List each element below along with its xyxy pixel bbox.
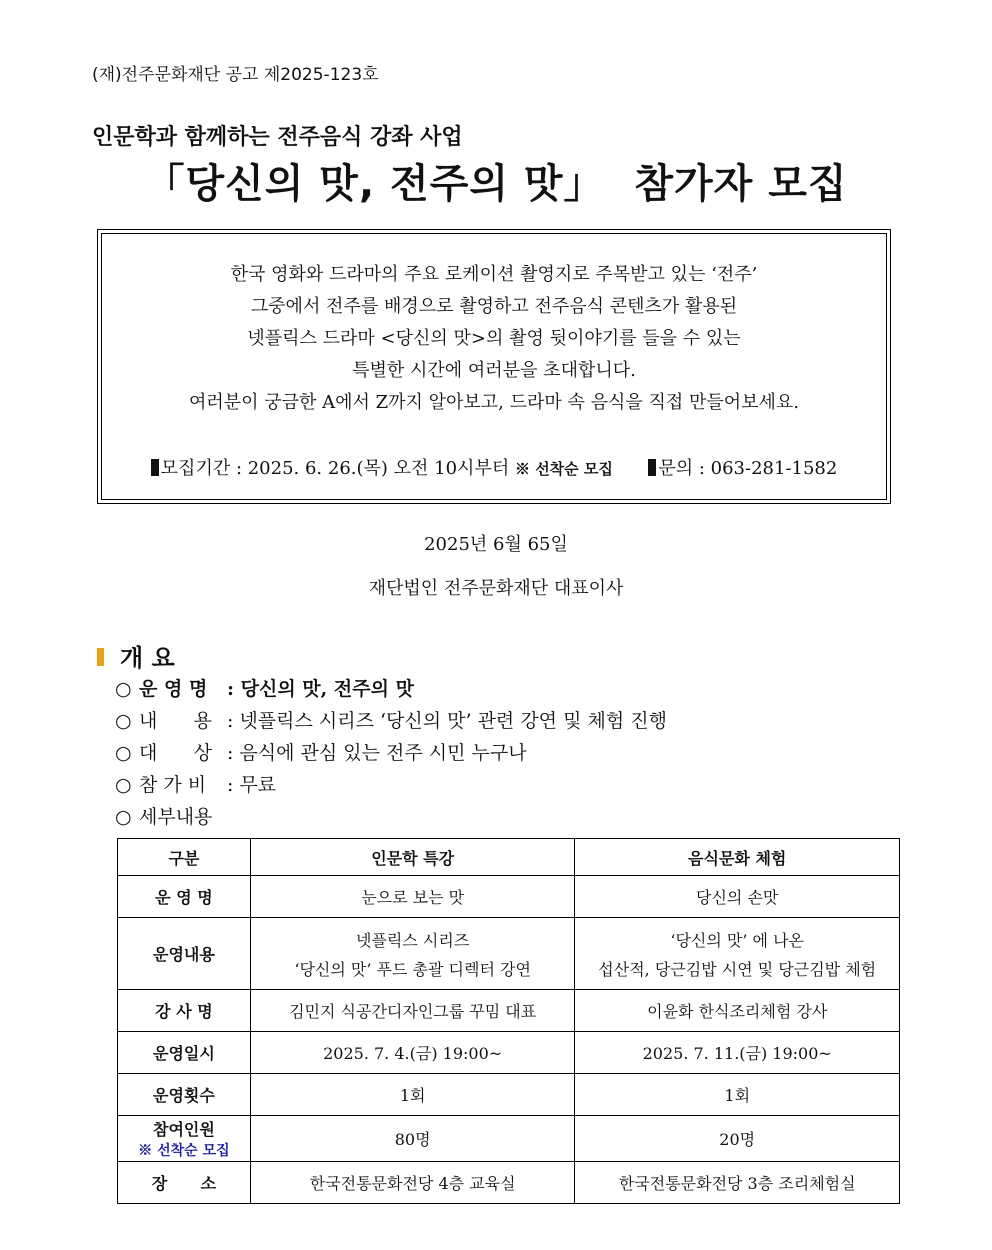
intro-line: 그중에서 전주를 배경으로 촬영하고 전주음식 콘텐츠가 활용된 bbox=[250, 296, 738, 317]
circle-bullet-icon: ○ bbox=[115, 806, 132, 828]
table-row bbox=[118, 990, 900, 1032]
table-row bbox=[118, 1074, 900, 1116]
intro-line: 넷플릭스 드라마 <당신의 맛>의 촬영 뒷이야기를 들을 수 있는 bbox=[247, 328, 741, 349]
overview-value: : 당신의 맛, 전주의 맛 bbox=[227, 678, 414, 700]
row-header: 운영일시 bbox=[118, 1032, 251, 1074]
circle-bullet-icon: ○ bbox=[115, 742, 132, 764]
intro-line: 한국 영화와 드라마의 주요 로케이션 촬영지로 주목받고 있는 ‘전주’ bbox=[230, 264, 758, 285]
table-header-row bbox=[118, 839, 900, 876]
overview-value: : 음식에 관심 있는 전주 시민 누구나 bbox=[227, 742, 527, 764]
row-header-text: 참여인원 bbox=[153, 1120, 215, 1139]
section-bar-icon bbox=[97, 648, 104, 666]
recruit-info bbox=[102, 454, 886, 480]
intro-line: 여러분이 궁금한 A에서 Z까지 알아보고, 드라마 속 음식을 직접 만들어보세요. bbox=[188, 392, 800, 413]
contact-phone: 문의 : 063-281-1582 bbox=[658, 458, 838, 479]
overview-label: 세부내용 bbox=[139, 806, 213, 828]
table-cell: 1회 bbox=[250, 1074, 575, 1116]
square-bullet-icon bbox=[151, 459, 159, 476]
table-row bbox=[118, 1032, 900, 1074]
table-cell: 이윤화 한식조리체험 강사 bbox=[575, 990, 900, 1032]
row-header: 장 소 bbox=[118, 1162, 251, 1204]
circle-bullet-icon: ○ bbox=[115, 774, 132, 796]
table-cell: 1회 bbox=[575, 1074, 900, 1116]
cell-line: ‘당신의 맛’ 푸드 총괄 디렉터 강연 bbox=[294, 959, 531, 979]
table-row bbox=[118, 1116, 900, 1162]
section-heading bbox=[97, 638, 175, 673]
issue-date: 2025년 6월 65일 bbox=[424, 534, 568, 555]
table-cell bbox=[575, 918, 900, 990]
table-row bbox=[118, 1162, 900, 1204]
table-cell: 한국전통문화전당 3층 조리체험실 bbox=[575, 1162, 900, 1204]
overview-value: : 무료 bbox=[227, 774, 277, 796]
table-cell: 당신의 손맛 bbox=[575, 876, 900, 918]
circle-bullet-icon: ○ bbox=[115, 678, 132, 700]
page-title: 「당신의 맛, 전주의 맛」 참가자 모집 bbox=[144, 161, 848, 207]
cell-line: 넷플릭스 시리즈 bbox=[356, 930, 470, 950]
overview-item bbox=[115, 674, 414, 701]
table-row bbox=[118, 918, 900, 990]
overview-label: 대 상 bbox=[139, 742, 212, 764]
overview-value: : 넷플릭스 시리즈 ‘당신의 맛’ 관련 강연 및 체험 진행 bbox=[227, 710, 667, 732]
section-heading-text: 개 요 bbox=[120, 644, 175, 672]
cell-line: 섭산적, 당근김밥 시연 및 당근김밥 체험 bbox=[598, 959, 877, 979]
issuer-org: 재단법인 전주문화재단 대표이사 bbox=[368, 578, 624, 599]
table-cell: 20명 bbox=[575, 1116, 900, 1162]
table-cell: 2025. 7. 4.(금) 19:00~ bbox=[250, 1032, 575, 1074]
overview-item bbox=[115, 802, 212, 829]
table-cell bbox=[250, 918, 575, 990]
table-header: 인문학 특강 bbox=[250, 839, 575, 876]
circle-bullet-icon: ○ bbox=[115, 710, 132, 732]
row-header: 운영횟수 bbox=[118, 1074, 251, 1116]
table-cell: 김민지 식공간디자인그룹 꾸밈 대표 bbox=[250, 990, 575, 1032]
table-cell: 한국전통문화전당 4층 교육실 bbox=[250, 1162, 575, 1204]
overview-item bbox=[115, 706, 667, 733]
first-come-note: ※ 선착순 모집 bbox=[138, 1143, 230, 1159]
intro-box bbox=[97, 229, 891, 504]
table-cell: 2025. 7. 11.(금) 19:00~ bbox=[575, 1032, 900, 1074]
table-cell: 80명 bbox=[250, 1116, 575, 1162]
table-row bbox=[118, 876, 900, 918]
table-cell: 눈으로 보는 맛 bbox=[250, 876, 575, 918]
subtitle: 인문학과 함께하는 전주음식 강좌 사업 bbox=[92, 125, 463, 150]
recruit-period: 모집기간 : 2025. 6. 26.(목) 오전 10시부터 bbox=[160, 458, 510, 479]
table-header: 음식문화 체험 bbox=[575, 839, 900, 876]
cell-line: ‘당신의 맛’ 에 나온 bbox=[670, 930, 805, 950]
notice-number: (재)전주문화재단 공고 제2025-123호 bbox=[92, 65, 379, 85]
first-come-note: ※ 선착순 모집 bbox=[514, 460, 613, 478]
overview-label: 내 용 bbox=[139, 710, 212, 732]
row-header: 운영내용 bbox=[118, 918, 251, 990]
overview-label: 참 가 비 bbox=[139, 774, 207, 796]
overview-label: 운 영 명 bbox=[139, 678, 208, 700]
square-bullet-icon bbox=[648, 459, 656, 476]
overview-item bbox=[115, 738, 527, 765]
intro-box-inner bbox=[101, 233, 887, 500]
row-header bbox=[118, 1116, 251, 1162]
row-header: 강 사 명 bbox=[118, 990, 251, 1032]
detail-table bbox=[117, 838, 900, 1204]
table-header: 구분 bbox=[118, 839, 251, 876]
row-header: 운 영 명 bbox=[118, 876, 251, 918]
intro-line: 특별한 시간에 여러분을 초대합니다. bbox=[352, 360, 636, 381]
overview-item bbox=[115, 770, 276, 797]
